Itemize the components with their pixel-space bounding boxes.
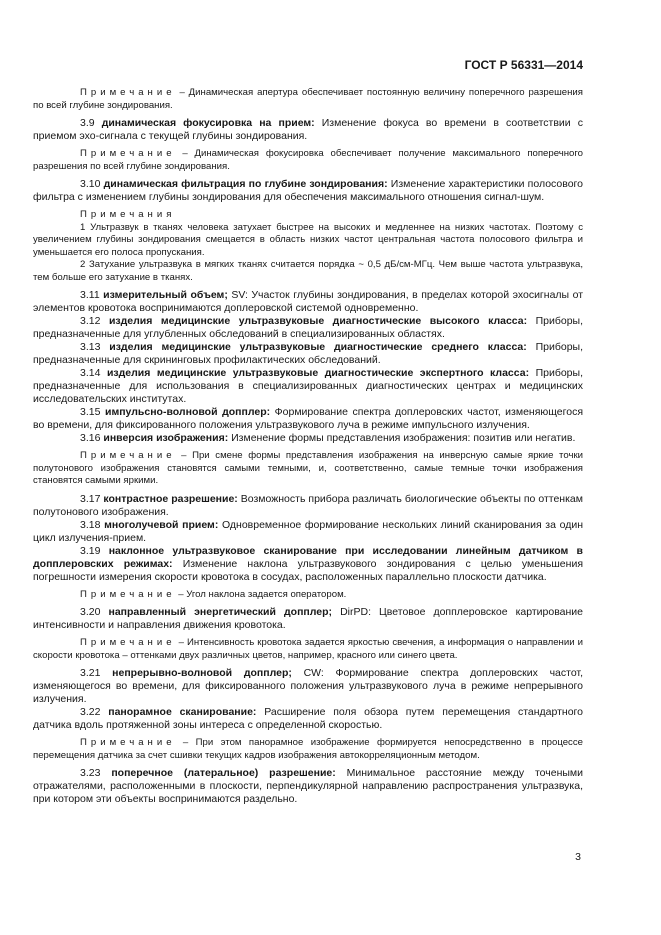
term-paragraph: 3.14 изделия медицинские ультразвуковые диагностические экспертного класса: Приборы, предназначенные для использования в специализированных диагностических центрах и медицинских исследовательских институтах. [33, 367, 583, 405]
note-item: 2 Затухание ультразвука в мягких тканях считается порядка ~ 0,5 дБ/см-МГц. Чем выше частота ультразвука, тем больше его затухание в тканях. [33, 259, 583, 283]
note-label: Примечание [80, 450, 176, 461]
term-number: 3.21 [80, 667, 113, 679]
term-name: динамическая фильтрация по глубине зондирования: [103, 178, 388, 190]
note-paragraph: Примечание – Интенсивность кровотока задается яркостью свечения, а информация о направлении и скорости кровотока – оттенками двух различных цветов, например, красного или синего цвета. [33, 637, 583, 661]
term-paragraph: 3.18 многолучевой прием: Одновременное формирование нескольких линий сканирования за один цикл излучения-прием. [33, 518, 584, 544]
note-paragraph: Примечание – Динамическая фокусировка обеспечивает получение максимального поперечного разрешения по всей глубине зондирования. [33, 148, 583, 172]
term-paragraph: 3.16 инверсия изображения: Изменение формы представления изображения: позитив или негатив. [80, 432, 576, 444]
term-name: контрастное разрешение: [103, 492, 238, 505]
term-paragraph: 3.21 непрерывно-волновой допплер; CW: Формирование спектра доплеровских частот, изменяющегося во времени, для фиксированного положения ультразвукового луча в режиме непрерывного излучения. [33, 667, 583, 705]
term-paragraph: 3.23 поперечное (латеральное) разрешение: Минимальное расстояние между точеными отражателями, расположенными в плоскости, перпендикулярной направлению распространения ультразвука, при котором эти объекты воспринимаются раздельно. [33, 767, 583, 805]
note-label: Примечание [80, 637, 176, 648]
term-name: многолучевой прием: [104, 518, 219, 531]
note-paragraph: Примечание – Динамическая апертура обеспечивает постоянную величину поперечного разрешения по всей глубине зондирования. [33, 87, 583, 111]
term-abbreviation: SV: [227, 289, 248, 301]
term-paragraph: 3.13 изделия медицинские ультразвуковые диагностические среднего класса: Приборы, предназначенные для скрининговых профилактических обследований. [33, 341, 584, 366]
term-number: 3.22 [80, 706, 109, 718]
term-number: 3.15 [80, 406, 105, 418]
term-number: 3.10 [80, 178, 104, 190]
term-name: изделия медицинские ультразвуковые диагностические среднего класса: [109, 341, 527, 353]
term-number: 3.12 [80, 315, 109, 327]
note-paragraph: Примечание – При смене формы представления изображения на инверсную самые яркие точки полутонового изображения становятся самыми темными, и, соответственно, самые темные точки изображения становятся самыми яркими. [33, 450, 583, 486]
note-paragraph: Примечание – Угол наклона задается оператором. [80, 588, 347, 600]
term-paragraph: 3.15 импульсно-волновой допплер: Формирование спектра доплеровских частот, изменяющегося во времени, для фиксированного положения ультразвукового луча в режиме импульсного излучения. [33, 406, 584, 431]
term-name: направленный энергетический допплер; [108, 606, 333, 618]
term-number: 3.18 [80, 518, 105, 531]
term-name: наклонное ультразвуковое сканирование при исследовании линейным датчиком в допплеровских режимах: [33, 544, 583, 570]
term-paragraph: 3.9 динамическая фокусировка на прием: Изменение фокуса во времени в соответствии с приемом эхо-сигнала с текущей глубины зондирования. [33, 117, 584, 142]
term-name: импульсно-волновой допплер: [104, 406, 271, 418]
term-number: 3.23 [80, 767, 112, 779]
term-number: 3.11 [80, 289, 104, 301]
term-number: 3.9 [80, 117, 102, 129]
term-name: поперечное (латеральное) разрешение: [111, 767, 336, 779]
note-label: Примечание [80, 148, 176, 159]
note-label: Примечание [80, 87, 176, 98]
term-abbreviation: CW: [291, 667, 324, 679]
term-number: 3.20 [80, 606, 109, 618]
term-paragraph: 3.10 динамическая фильтрация по глубине зондирования: Изменение характеристики полосового фильтра с изменением глубины зондирования для обеспечения максимального отношения сигнал-шум. [33, 178, 583, 203]
term-number: 3.19 [80, 544, 109, 557]
term-name: панорамное сканирование: [108, 706, 257, 718]
term-name: изделия медицинские ультразвуковые диагностические экспертного класса: [106, 367, 530, 379]
term-number: 3.17 [80, 492, 104, 505]
document-code-header: ГОСТ Р 56331—2014 [464, 58, 583, 72]
term-name: динамическая фокусировка на прием: [101, 117, 315, 129]
term-paragraph: 3.19 наклонное ультразвуковое сканирование при исследовании линейным датчиком в допплеровских режимах: Изменение наклона ультразвукового зондирования с целью уменьшения погрешности измерения скорости кровотока в сосудах, расположенных параллельно плоскости датчика. [33, 544, 583, 583]
term-paragraph: 3.17 контрастное разрешение: Возможность прибора различать биологические объекты по оттенкам полутонового изображения. [33, 492, 583, 518]
page-number: 3 [575, 851, 581, 863]
note-label: Примечания [80, 209, 176, 220]
note-label: Примечание [80, 737, 176, 748]
term-paragraph: 3.22 панорамное сканирование: Расширение поля обзора путем перемещения стандартного датчика вдоль протяженной зоны интереса с определенной скоростью. [33, 706, 583, 731]
term-number: 3.16 [80, 432, 104, 444]
term-number: 3.14 [80, 367, 107, 379]
term-paragraph: 3.11 измерительный объем; SV: Участок глубины зондирования, в пределах которой эхосигналы от элементов кровотока воспринимаются доплеровской системой одновременно. [33, 289, 584, 314]
term-abbreviation: DirPD: [332, 606, 371, 618]
term-number: 3.13 [80, 341, 110, 353]
note-item: 1 Ультразвук в тканях человека затухает быстрее на высоких и медленнее на низких частотах. Поэтому с увеличением глубины зондирования смещается в область низких частот центральная частота полосового фильтра и уменьшается его полоса пропускания. [33, 221, 583, 258]
term-name: изделия медицинские ультразвуковые диагностические высокого класса: [108, 315, 528, 327]
term-name: непрерывно-волновой допплер; [112, 667, 292, 679]
term-paragraph: 3.20 направленный энергетический допплер; DirPD: Цветовое допплеровское картирование интенсивности и направления движения кровотока. [33, 606, 584, 631]
document-body [33, 87, 583, 806]
term-name: инверсия изображения: [103, 432, 229, 444]
term-paragraph: 3.12 изделия медицинские ультразвуковые диагностические высокого класса: Приборы, предназначенные для углубленных обследований в специализированных областях. [33, 315, 584, 340]
notes-block [33, 209, 583, 284]
note-label: Примечание [80, 588, 176, 600]
notes-label-line [33, 209, 583, 222]
note-paragraph: Примечание – При этом панорамное изображение формируется непосредственно в процессе перемещения датчика за счет сшивки текущих кадров изображения автокорреляционным методом. [33, 737, 583, 761]
term-name: измерительный объем; [103, 289, 228, 301]
